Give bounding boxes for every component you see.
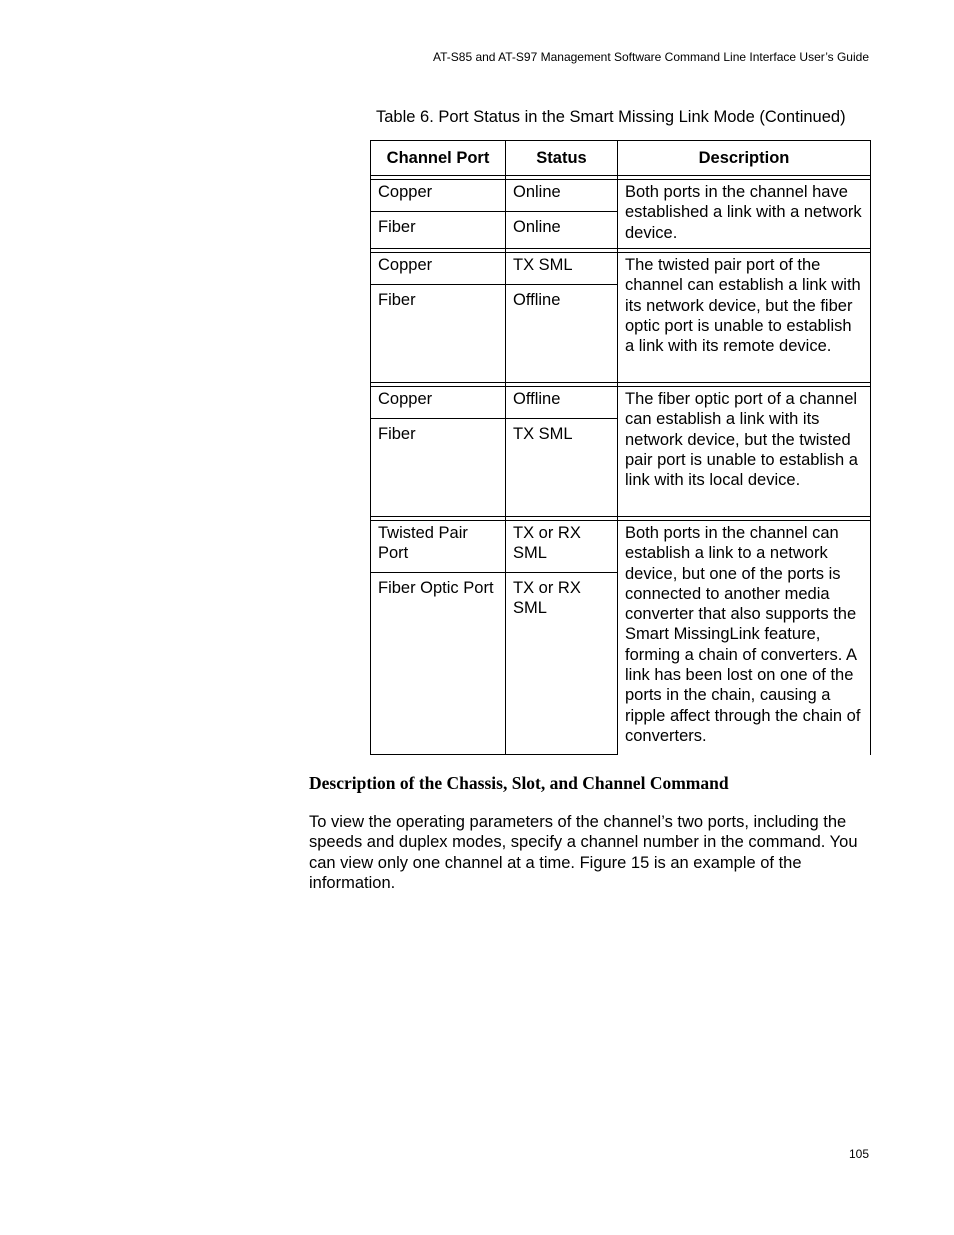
- channel-port-cell: Fiber: [371, 285, 506, 383]
- port-status-table: [370, 140, 871, 755]
- column-header-channel-port: Channel Port: [371, 141, 506, 176]
- description-cell: Both ports in the channel can establish a link to a network device, but one of the ports is connected to another media converter that also supports the Smart MissingLink feature, forming a chain of converters. A link has been lost on one of the ports in the chain, causing a ripple affect through the chain of converters.: [618, 521, 871, 755]
- status-cell: TX or RX SML: [506, 521, 618, 573]
- channel-port-cell: Fiber Optic Port: [371, 573, 506, 755]
- table-row: [371, 253, 871, 285]
- channel-port-cell: Fiber: [371, 212, 506, 249]
- table-caption: Table 6. Port Status in the Smart Missing Link Mode (Continued): [376, 108, 846, 126]
- running-header: AT-S85 and AT-S97 Management Software Command Line Interface User’s Guide: [432, 50, 869, 64]
- channel-port-cell: Copper: [371, 387, 506, 419]
- page-number: 105: [848, 1147, 869, 1161]
- channel-port-cell: Fiber: [371, 419, 506, 517]
- description-cell: Both ports in the channel have established a link with a network device.: [618, 180, 871, 249]
- description-cell: The twisted pair port of the channel can establish a link with its network device, but the fiber optic port is unable to establish a link with its remote device.: [618, 253, 871, 383]
- channel-port-cell: Twisted Pair Port: [371, 521, 506, 573]
- status-cell: Online: [506, 180, 618, 212]
- status-cell: Offline: [506, 387, 618, 419]
- status-cell: TX or RX SML: [506, 573, 618, 755]
- status-cell: Online: [506, 212, 618, 249]
- body-paragraph: To view the operating parameters of the channel’s two ports, including the speeds and duplex modes, specify a channel number in the command. You can view only one channel at a time. Figure 15 is an example of the information.: [309, 813, 858, 892]
- channel-port-cell: Copper: [371, 253, 506, 285]
- section-heading: Description of the Chassis, Slot, and Channel Command: [309, 773, 729, 793]
- channel-port-cell: Copper: [371, 180, 506, 212]
- description-cell: The fiber optic port of a channel can establish a link with its network device, but the twisted pair port is unable to establish a link with its local device.: [618, 387, 871, 517]
- table-row: [371, 180, 871, 212]
- status-cell: TX SML: [506, 253, 618, 285]
- status-cell: Offline: [506, 285, 618, 383]
- column-header-status: Status: [506, 141, 618, 176]
- table-row: [371, 387, 871, 419]
- table-row: [371, 521, 871, 573]
- column-header-description: Description: [618, 141, 871, 176]
- status-cell: TX SML: [506, 419, 618, 517]
- table-header-row: [371, 141, 871, 176]
